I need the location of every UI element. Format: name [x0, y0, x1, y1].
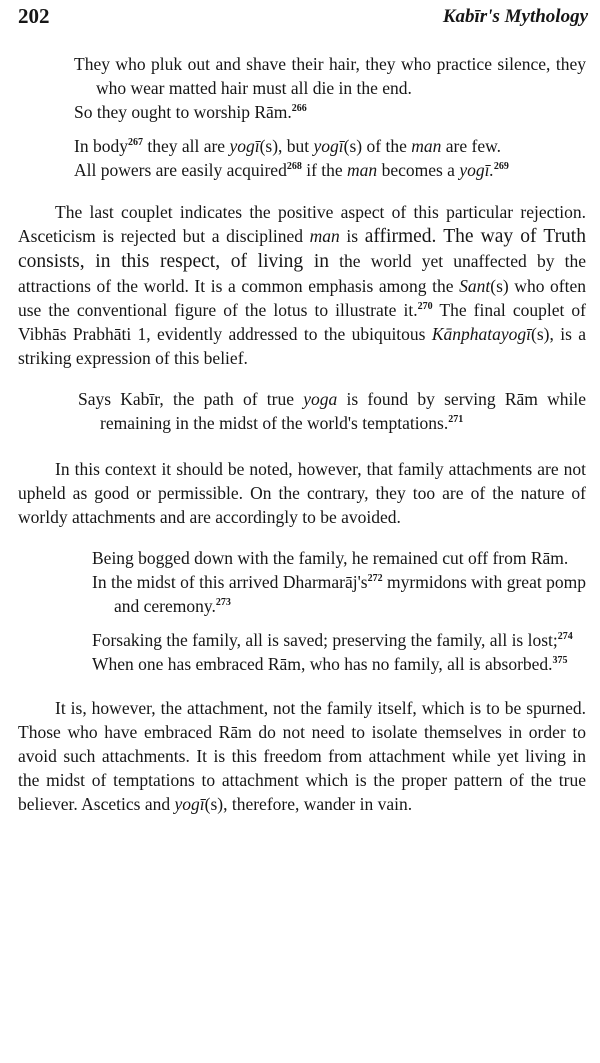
verse-line: When one has embraced Rām, who has no family, all is absorbed.$^{375}$ — [92, 654, 568, 674]
verse-line: Forsaking the family, all is saved; preserving the family, all is lost;$^{274}$ — [92, 630, 573, 650]
footnote-ref: 272 — [367, 573, 383, 584]
verse-block — [18, 546, 586, 676]
body-paragraph: The last couplet indicates the positive aspect of this particular rejection. Asceticism is rejected but a disciplined man is affirmed. The way of Truth consists, in this respect, of living in the world yet unaffected by the attractions of the world. It is a common emphasis among the Sant(s) who often use the conventional figure of the lotus to illustrate it.$^{270}$ The final couplet of Vibhās Prabhāti 1, evidently addressed to the ubiquitous Kānphatayogī(s), is a striking expression of this belief. — [18, 202, 587, 368]
page-number: 202 — [18, 4, 50, 28]
verse-line: In body$^{267}$ they all are yogī(s), but yogī(s) of the man are few. — [74, 136, 501, 156]
footnote-ref: 270 — [417, 301, 433, 312]
verse-line: Being bogged down with the family, he remained cut off from Rām. — [92, 548, 569, 568]
body-paragraph: It is, however, the attachment, not the family itself, which is to be spurned. Those who have embraced Rām do not need to isolate themselves in order to avoid such attachments. It is this freedom from attachment while yet living in the midst of temptations to attachment which is the proper pattern of the true believer. Ascetics and yogī(s), therefore, wander in vain. — [18, 698, 586, 814]
footnote-ref: 266 — [291, 103, 307, 114]
footnote-ref: 375 — [552, 655, 568, 666]
footnote-ref: 271 — [448, 414, 464, 425]
verse-block — [18, 387, 586, 435]
verse-line: They who pluk out and shave their hair, they who practice silence, they who wear matted hair must all die in the end. — [74, 54, 586, 98]
page-header — [18, 4, 588, 34]
verse-line: Says Kabīr, the path of true yoga is found by serving Rām while remaining in the midst of the world's temptations.$^{271}$ — [78, 389, 587, 433]
footnote-ref: 273 — [215, 597, 231, 608]
footnote-ref: 267 — [127, 137, 143, 148]
running-title: Kabīr's Mythology — [442, 6, 588, 27]
verse-line: In the midst of this arrived $Dharmarāj's^{272}$ myrmidons with great pomp and ceremony.$^{273}$ — [92, 572, 586, 616]
footnote-ref: 269 — [493, 161, 509, 172]
verse-block — [18, 52, 586, 182]
verse-line: All powers are easily acquired$^{268}$ if the man becomes a yogī.$^{269}$ — [74, 160, 509, 180]
footnote-ref: 274 — [557, 631, 573, 642]
verse-line: So they ought to worship Rām.$^{266}$ — [74, 102, 307, 122]
page-body — [18, 52, 586, 833]
body-paragraph: In this context it should be noted, however, that family attachments are not upheld as good or permissible. On the contrary, they too are of the nature of worldy attachments and are accordingly to be avoided. — [18, 459, 586, 527]
footnote-ref: 268 — [286, 161, 302, 172]
